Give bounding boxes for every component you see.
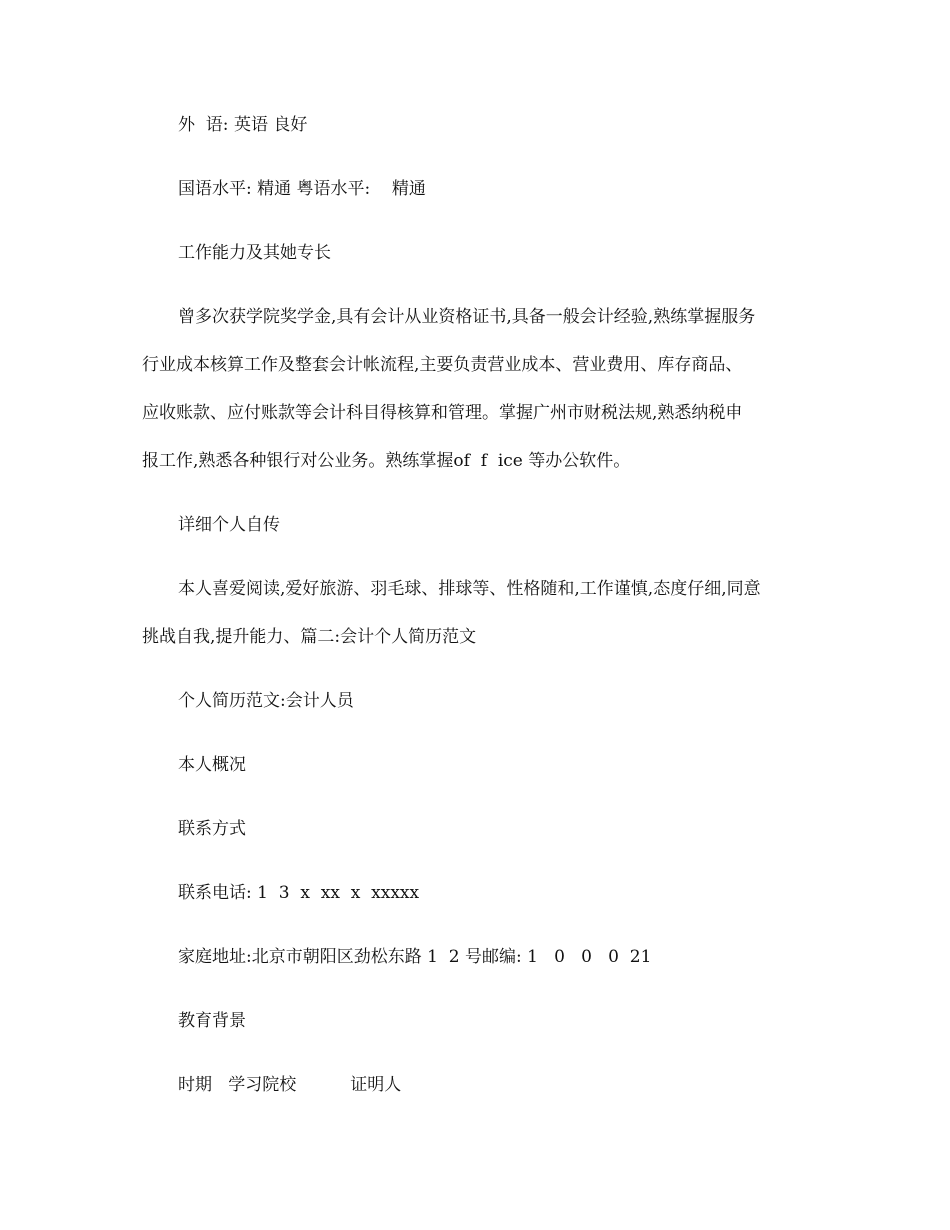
skills-paragraph-line-4: 报工作,熟悉各种银行对公业务。熟练掌握of f ice 等办公软件。 bbox=[142, 451, 631, 471]
skills-paragraph-line-2: 行业成本核算工作及整套会计帐流程,主要负责营业成本、营业费用、库存商品、 bbox=[142, 355, 743, 375]
dialect-level-line: 国语水平: 精通 粤语水平: 精通 bbox=[178, 179, 426, 199]
phone-line: 联系电话: 1 3 x xx x xxxxx bbox=[178, 883, 420, 903]
education-table-header: 时期 学习院校 证明人 bbox=[178, 1075, 402, 1095]
skills-paragraph-line-3: 应收账款、应付账款等会计科目得核算和管理。掌握广州市财税法规,熟悉纳税申 bbox=[142, 403, 743, 423]
profile-heading: 本人概况 bbox=[178, 755, 246, 775]
education-heading: 教育背景 bbox=[178, 1011, 246, 1031]
foreign-language-line: 外 语: 英语 良好 bbox=[178, 115, 308, 135]
address-line: 家庭地址:北京市朝阳区劲松东路 1 2 号邮编: 1 0 0 0 21 bbox=[178, 947, 652, 967]
autobiography-paragraph-line-2: 挑战自我,提升能力、篇二:会计个人简历范文 bbox=[142, 627, 477, 647]
resume-title-line: 个人简历范文:会计人员 bbox=[178, 691, 354, 711]
autobiography-heading: 详细个人自传 bbox=[178, 515, 280, 535]
contact-heading: 联系方式 bbox=[178, 819, 246, 839]
skills-heading: 工作能力及其她专长 bbox=[178, 243, 331, 263]
skills-paragraph-line-1: 曾多次获学院奖学金,具有会计从业资格证书,具备一般会计经验,熟练掌握服务 bbox=[178, 307, 756, 327]
autobiography-paragraph-line-1: 本人喜爱阅读,爱好旅游、羽毛球、排球等、性格随和,工作谨慎,态度仔细,同意 bbox=[178, 579, 761, 599]
